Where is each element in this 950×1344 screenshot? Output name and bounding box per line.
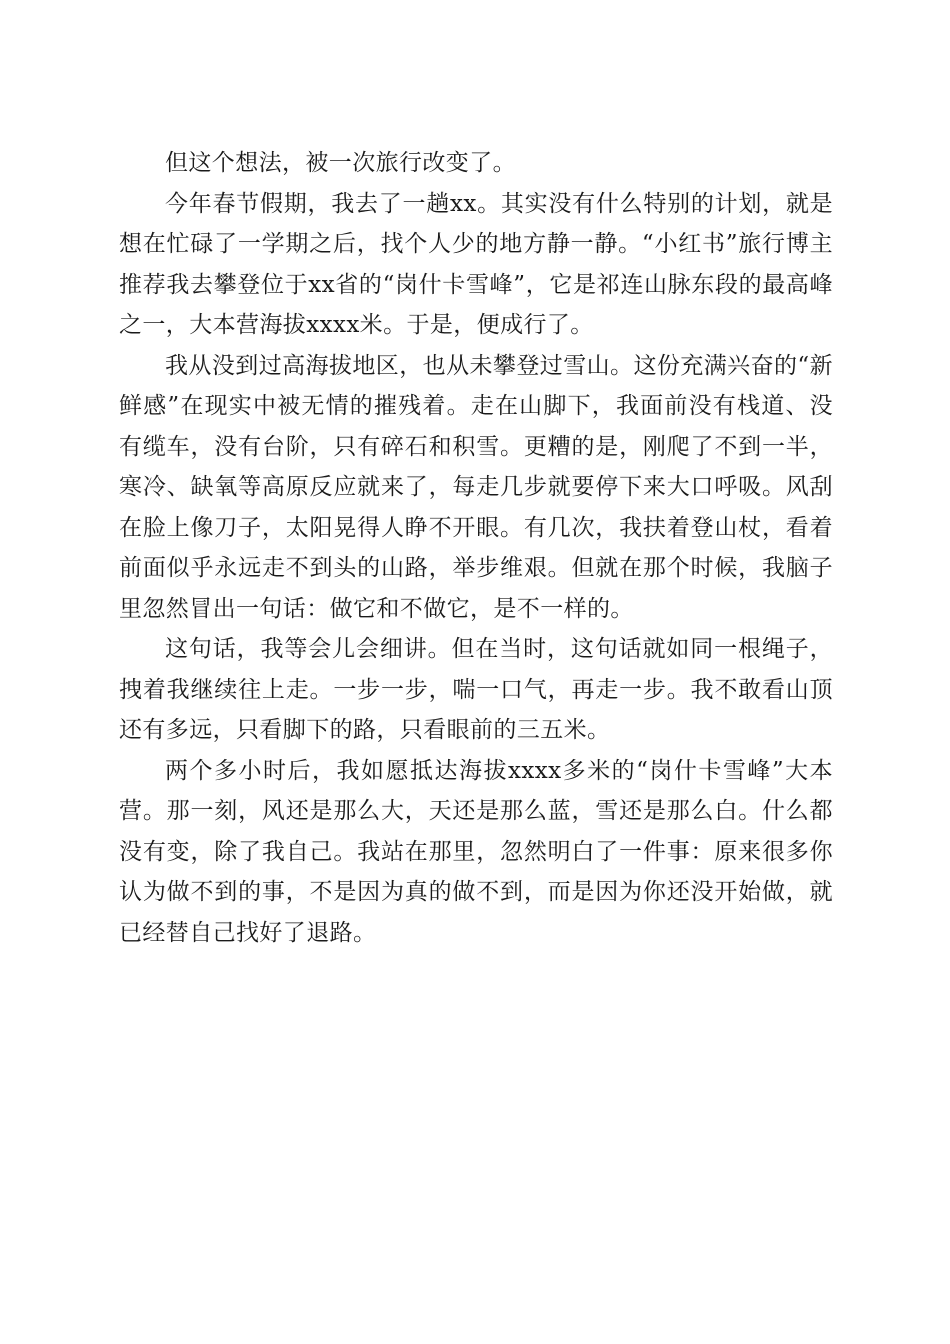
paragraph-2: 今年春节假期，我去了一趟xx。其实没有什么特别的计划，就是想在忙碌了一学期之后，找个人少的地方静一静。“小红书”旅行博主推荐我去攀登位于xx省的“岗什卡雪峰”，它是祁连山脉东段的最高峰之一，大本营海拔xxxx米。于是，便成行了。 (119, 190, 833, 338)
paragraph-4: 这句话，我等会儿会细讲。但在当时，这句话就如同一根绳子，拽着我继续往上走。一步一步，喘一口气，再走一步。我不敢看山顶还有多远，只看脚下的路，只看眼前的三五米。 (119, 636, 833, 743)
paragraph-5: 两个多小时后，我如愿抵达海拔xxxx多米的“岗什卡雪峰”大本营。那一刻，风还是那么大，天还是那么蓝，雪还是那么白。什么都没有变，除了我自己。我站在那里，忽然明白了一件事：原来很多你认为做不到的事，不是因为真的做不到，而是因为你还没开始做，就已经替自己找好了退路。 (119, 757, 833, 946)
paragraph-1: 但这个想法，被一次旅行改变了。 (165, 150, 516, 176)
document-body (119, 143, 833, 953)
paragraph-3: 我从没到过高海拔地区，也从未攀登过雪山。这份充满兴奋的“新鲜感”在现实中被无情的摧残着。走在山脚下，我面前没有栈道、没有缆车，没有台阶，只有碎石和积雪。更糟的是，刚爬了不到一半，寒冷、缺氧等高原反应就来了，每走几步就要停下来大口呼吸。风刮在脸上像刀子，太阳晃得人睁不开眼。有几次，我扶着登山杖，看着前面似乎永远走不到头的山路，举步维艰。但就在那个时候，我脑子里忽然冒出一句话：做它和不做它，是不一样的。 (119, 352, 833, 622)
